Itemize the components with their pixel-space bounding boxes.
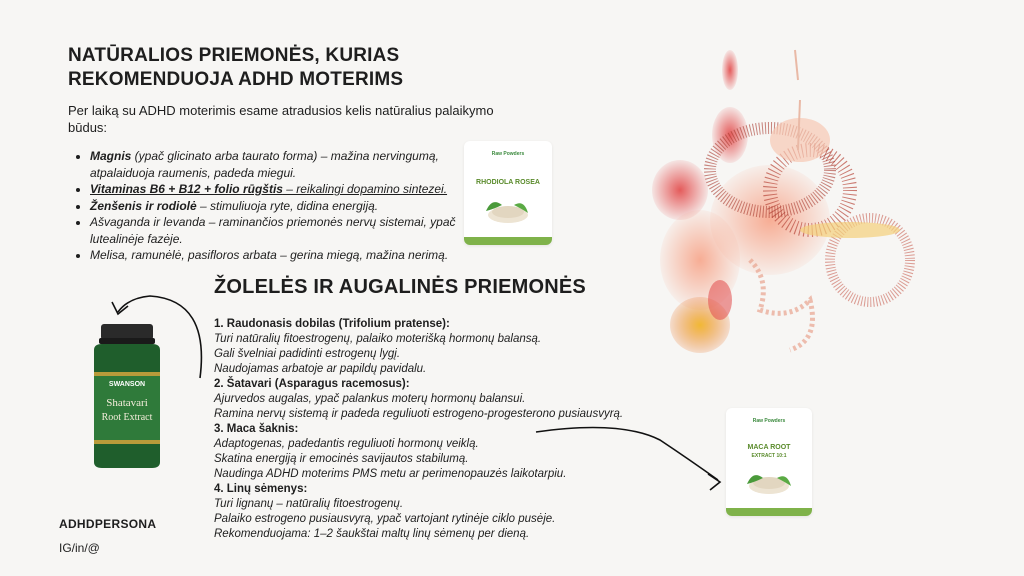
remedy-description: (ypač glicinato arba taurato forma) – mažina nervingumą, atpalaiduoja raumenis, padeda miegui. <box>90 149 439 180</box>
arrow-icon <box>118 296 201 378</box>
herb-heading: 4. Linų sėmenys: <box>214 483 308 495</box>
page-title: NATŪRALIOS PRIEMONĖS, KURIAS REKOMENDUOJA ADHD MOTERIMS <box>68 45 404 90</box>
remedy-name: Magnis <box>90 149 132 163</box>
intro-text: Per laiką su ADHD moterimis esame atradusios kelis natūralius palaikymo būdus: <box>68 103 494 135</box>
herb-line: Ajurvedos augalas, ypač palankus moterų hormonų balansui. <box>214 393 526 405</box>
herb-heading: 2. Šatavari (Asparagus racemosus): <box>214 378 410 390</box>
product-logo: Raw Powders <box>491 151 525 157</box>
herb-line: Adaptogenas, padedantis reguliuoti hormonų veiklą. <box>214 438 479 450</box>
herb-line: Turi lignanų – natūralių fitoestrogenų. <box>214 498 404 510</box>
abstract-artwork <box>620 40 920 370</box>
herb-line: Palaiko estrogeno pusiausvyrą, ypač vartojant rytinėje ciklo pusėje. <box>214 513 556 525</box>
bottle-name-2: Root Extract <box>101 412 153 423</box>
product-logo: Raw Powders <box>752 418 786 424</box>
social-handle: IG/in/@ <box>59 541 100 555</box>
remedy-description: – reikalingi dopamino sintezei. <box>282 182 448 196</box>
remedy-description: Melisa, ramunėlė, pasifloros arbata – gerina miegą, mažina nerimą. <box>90 248 449 262</box>
herb-line: Naudojamas arbatoje ar papildų pavidalu. <box>214 363 427 375</box>
remedy-description: Ašvaganda ir levanda – raminančios priemonės nervų sistemai, ypač lutealinėje fazėje. <box>90 215 456 246</box>
herb-line: Ramina nervų sistemą ir padeda reguliuoti estrogeno-progesterono pusiausvyrą. <box>214 408 624 420</box>
herb-line: Turi natūralių fitoestrogenų, palaiko moterišką hormonų balansą. <box>214 333 542 345</box>
herb-heading: 3. Maca šaknis: <box>214 423 299 435</box>
herb-line: Gali švelniai padidinti estrogenų lygį. <box>214 348 401 360</box>
herb-heading: 1. Raudonasis dobilas (Trifolium pratense): <box>214 318 450 330</box>
herb-line: Rekomenduojama: 1–2 šaukštai maltų linų sėmenų per dieną. <box>214 528 530 540</box>
herb-line: Skatina energiją ir emocinės savijautos stabilumą. <box>214 453 469 465</box>
brand-name: ADHDPERSONA <box>59 517 157 531</box>
herb-line: Naudinga ADHD moterims PMS metu ar perimenopauzės laikotarpiu. <box>214 468 567 480</box>
remedy-name: Vitaminas B6 + B12 + folio rūgštis <box>90 182 283 196</box>
bottle-brand: SWANSON <box>108 381 146 388</box>
arrow-icon <box>536 428 718 481</box>
product-name: MACA ROOT <box>747 444 791 451</box>
product-name: RHODIOLA ROSEA <box>476 179 540 186</box>
product-subname: EXTRACT 10:1 <box>751 453 787 459</box>
remedy-description: – stimuliuoja ryte, didina energiją. <box>196 198 379 213</box>
remedy-name: Ženšenis ir rodiolė <box>90 198 197 213</box>
section-heading: ŽOLELĖS IR AUGALINĖS PRIEMONĖS <box>214 276 586 298</box>
bottle-name-1: Shatavari <box>106 397 148 409</box>
